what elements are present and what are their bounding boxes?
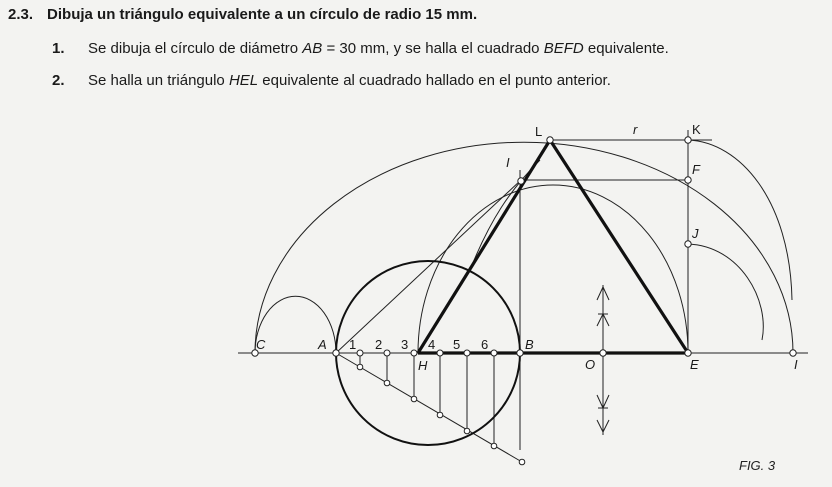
step-1-text-a: Se dibuja el círculo de diámetro xyxy=(88,40,303,57)
point-o xyxy=(600,350,606,356)
label-h: H xyxy=(418,358,428,373)
point-3 xyxy=(411,350,417,356)
division-mark-end xyxy=(519,459,525,465)
step-1-em-b: BEFD xyxy=(543,40,584,57)
large-semicircle xyxy=(255,142,793,353)
point-b xyxy=(517,350,523,356)
point-f xyxy=(685,177,691,183)
point-4 xyxy=(437,350,443,356)
label-j: J xyxy=(692,226,699,241)
label-r: r xyxy=(633,122,638,137)
division-mark-2 xyxy=(384,380,390,386)
step-1-text-c: equivalente. xyxy=(583,40,669,57)
label-i-right: I xyxy=(794,357,798,372)
division-mark-3 xyxy=(411,396,417,402)
label-f: F xyxy=(692,162,700,177)
label-l: L xyxy=(535,124,543,139)
triangle-left-side xyxy=(418,140,550,353)
step-2-text-b: equivalente al cuadrado hallado en el punto anterior. xyxy=(258,72,611,89)
label-b: B xyxy=(525,337,534,352)
label-division-3: 3 xyxy=(401,337,409,352)
step-2-number: 2. xyxy=(52,72,65,89)
exercise-title-text: Dibuja un triángulo equivalente a un círculo de radio 15 mm. xyxy=(47,6,478,23)
exercise-number: 2.3. xyxy=(8,6,34,23)
point-i-top xyxy=(518,178,524,184)
figure-caption: FIG. 3 xyxy=(739,458,776,473)
step-1-em-a: AB xyxy=(302,40,323,57)
label-division-6: 6 xyxy=(481,337,489,352)
label-division-1: 1 xyxy=(349,337,357,352)
point-k xyxy=(685,137,691,143)
step-1-number: 1. xyxy=(52,40,65,57)
division-mark-5 xyxy=(464,428,470,434)
line-a-i xyxy=(336,180,521,353)
division-mark-6 xyxy=(491,443,497,449)
point-a xyxy=(333,350,339,356)
point-2 xyxy=(384,350,390,356)
step-2-em-a: HEL xyxy=(228,72,259,89)
semicircle-h-e xyxy=(418,185,688,353)
point-6 xyxy=(491,350,497,356)
point-l xyxy=(547,137,553,143)
label-division-5: 5 xyxy=(453,337,461,352)
label-division-4: 4 xyxy=(428,337,436,352)
point-i-right xyxy=(790,350,796,356)
label-a: A xyxy=(318,337,327,352)
step-1-text-b: = 30 mm, y se halla el cuadrado xyxy=(322,40,544,57)
point-5 xyxy=(464,350,470,356)
label-e: E xyxy=(690,357,699,372)
label-o: O xyxy=(585,357,596,372)
point-e xyxy=(685,350,691,356)
label-division-2: 2 xyxy=(375,337,383,352)
label-c: C xyxy=(256,337,266,352)
step-2-text-a: Se halla un triángulo xyxy=(88,72,229,89)
arc-k xyxy=(688,140,792,300)
triangle-right-side xyxy=(550,140,688,353)
label-i-top: I xyxy=(506,155,510,170)
point-1 xyxy=(357,350,363,356)
division-mark-1 xyxy=(357,364,363,370)
point-j xyxy=(685,241,691,247)
label-k: K xyxy=(692,122,701,137)
arc-j xyxy=(688,244,763,340)
division-mark-4 xyxy=(437,412,443,418)
